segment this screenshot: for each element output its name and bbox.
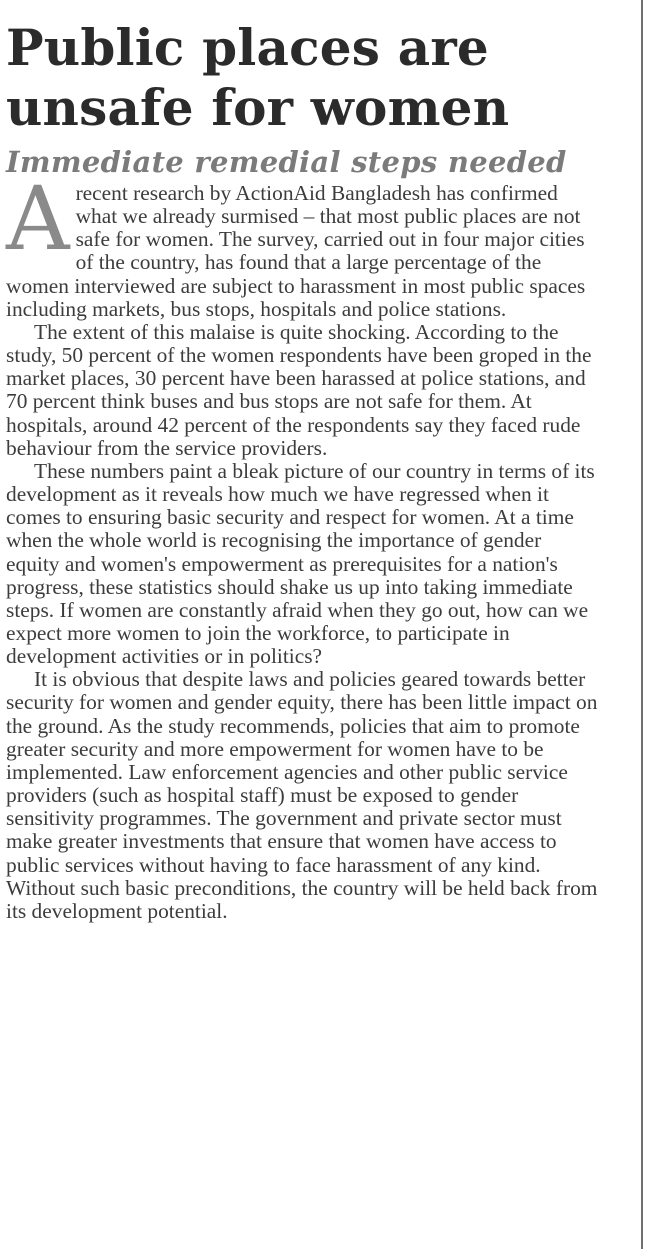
subheadline: Immediate remedial steps needed (6, 145, 567, 179)
paragraph-1-text: recent research by ActionAid Bangladesh has confirmed what we already surmised – that most public places are not safe for women. The survey, carried out in four major cities of the country, has found that a large percentage of the women interviewed are subject to harassment in most public spaces including markets, bus stops, hospitals and police stations. (6, 181, 586, 321)
paragraph-3: These numbers paint a bleak picture of our country in terms of its development as it reveals how much we have regressed when it comes to ensuring basic security and respect for women. At a time when the whole world is recognising the importance of gender equity and women's empowerment as prerequisites for a nation's progress, these statistics should shake us up into taking immediate steps. If women are constantly afraid when they go out, how can we expect more women to join the workforce, to participate in development activities or in politics? (6, 458, 595, 669)
column-divider (641, 0, 643, 1249)
drop-cap: A (6, 167, 70, 270)
headline: Public places are unsafe for women (6, 18, 510, 137)
paragraph-1 (6, 167, 600, 321)
paragraph-4: It is obvious that despite laws and policies geared towards better security for women and gender equity, there has been little impact on the ground. As the study recommends, policies that aim to promote greater security and more empowerment for women have to be implemented. Law enforcement agencies and other public service providers (such as hospital staff) must be exposed to gender sensitivity programmes. The government and private sector must make greater investments that ensure that women have access to public services without having to face harassment of any kind. Without such basic preconditions, the country will be held back from its development potential. (6, 667, 598, 923)
paragraph-2: The extent of this malaise is quite shocking. According to the study, 50 percent of the women respondents have been groped in the market places, 30 percent have been harassed at police stations, and 70 percent think buses and bus stops are not safe for them. At hospitals, around 42 percent of the respondents say they faced rude behaviour from the service providers. (6, 319, 592, 460)
editorial-article (6, 18, 600, 923)
article-body (6, 167, 600, 923)
